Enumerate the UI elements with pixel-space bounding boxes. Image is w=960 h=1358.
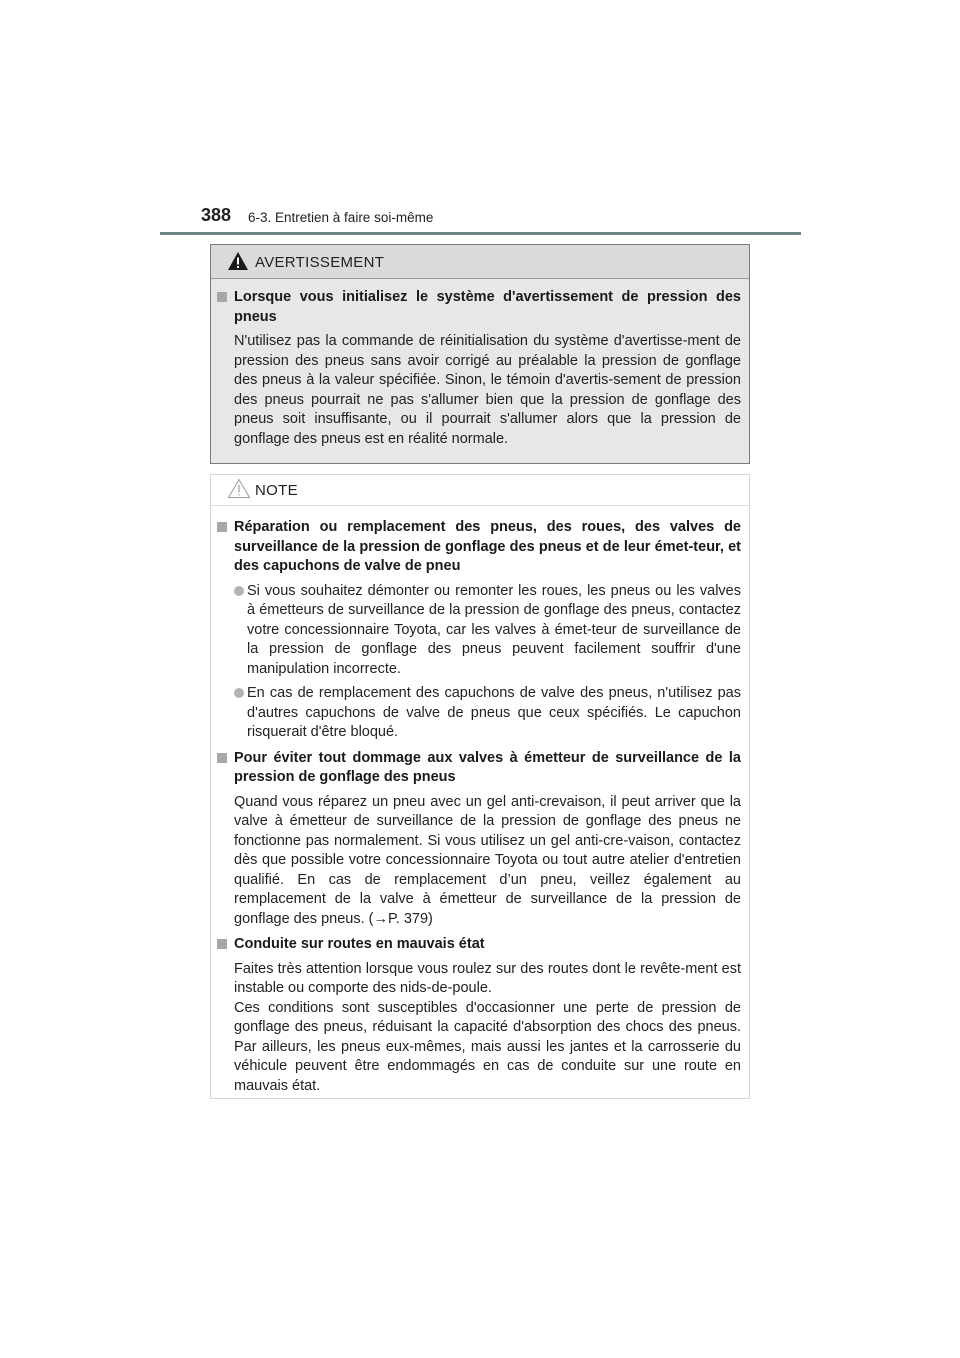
note-section-bad-roads: [217, 935, 741, 1096]
square-bullet-icon: [217, 939, 227, 949]
square-bullet-icon: [217, 292, 227, 302]
square-bullet-icon: [217, 753, 227, 763]
circle-bullet-icon: [234, 586, 244, 596]
warning-section-text: N'utilisez pas la commande de réinitialisation du système d'avertisse-ment de pression des pneus sans avoir corrigé au préalable la pression de gonflage des pneus à la valeur spécifiée. Sinon, le témoin d'avertis-sement de pression des pneus pourrait ne pas s'allumer bien que la pression de gonflage des pneus soit insuffisante, ou il pourrait s'allumer alors que la pression de gonflage des pneus est en réalité normale.: [234, 333, 741, 447]
warning-triangle-icon: [227, 251, 249, 271]
note-section-title: Réparation ou remplacement des pneus, des roues, des valves de surveillance de la pression de gonflage des pneus et de leur émet-teur, et des capuchons de valve de pneu: [234, 519, 741, 574]
warning-section: [217, 288, 741, 449]
note-section-text: Quand vous réparez un pneu avec un gel anti-crevaison, il peut arriver que la valve à émetteur de surveillance de la pression de gonflage des pneus ne fonctionne pas normalement. Si vous utilisez un gel anti-cre-vaison, contactez dès que possible votre concessionnaire Toyota ou tout autre atelier d'entretien qualifié. En cas de remplacement d’un pneu, veillez également au remplacement de la valve à émetteur de surveillance de la pression de gonflage des pneus. (→P. 379): [234, 793, 741, 927]
square-bullet-icon: [217, 522, 227, 532]
list-item: [234, 684, 741, 743]
warning-box-content: [211, 279, 749, 449]
warning-section-title: Lorsque vous initialisez le système d'avertissement de pression des pneus: [234, 289, 741, 325]
note-section-repair: [217, 518, 741, 743]
note-box-content: [211, 506, 749, 1096]
list-item: [234, 582, 741, 680]
circle-bullet-icon: [234, 688, 244, 698]
note-section-text: Faites très attention lorsque vous roulez sur des routes dont le revête-ment est instable ou comporte des nids-de-poule.: [234, 960, 741, 996]
note-section-text: Ces conditions sont susceptibles d'occasionner une perte de pression de gonflage des pneus, réduisant la capacité d'absorption des chocs des pneus. Par ailleurs, les pneus eux-mêmes, mais aussi les jantes et la carrosserie du véhicule peuvent être endommagés en cas de conduite sur une route en mauvais état.: [234, 999, 741, 1094]
note-box-header: [211, 475, 749, 506]
caution-triangle-outline-icon: [227, 478, 251, 499]
header-rule: [160, 232, 801, 235]
warning-box: [210, 244, 750, 464]
warning-box-header: [211, 245, 749, 279]
note-section-title: Pour éviter tout dommage aux valves à émetteur de surveillance de la pression de gonflage des pneus: [234, 749, 741, 785]
note-box: [210, 474, 750, 1099]
page-number: 388: [201, 205, 232, 225]
note-section-title: Conduite sur routes en mauvais état: [234, 936, 485, 952]
warning-box-title: AVERTISSEMENT: [255, 254, 385, 271]
note-section-valve-damage: [217, 749, 741, 930]
chapter-title: 6-3. Entretien à faire soi-même: [248, 210, 434, 225]
note-box-title: NOTE: [255, 482, 298, 499]
list-item-text: En cas de remplacement des capuchons de valve des pneus, n'utilisez pas d'autres capuchons de valve de pneus que ceux spécifiés. Le capuchon risquerait d'être bloqué.: [247, 685, 741, 740]
list-item-text: Si vous souhaitez démonter ou remonter les roues, les pneus ou les valves à émetteurs de surveillance de la pression de gonflage des pneus, contactez votre concessionnaire Toyota, car les valves à émet-teur de surveillance de la pression de gonflage des pneus peuvent facilement souffrir d'une manipulation incorrecte.: [247, 582, 741, 677]
